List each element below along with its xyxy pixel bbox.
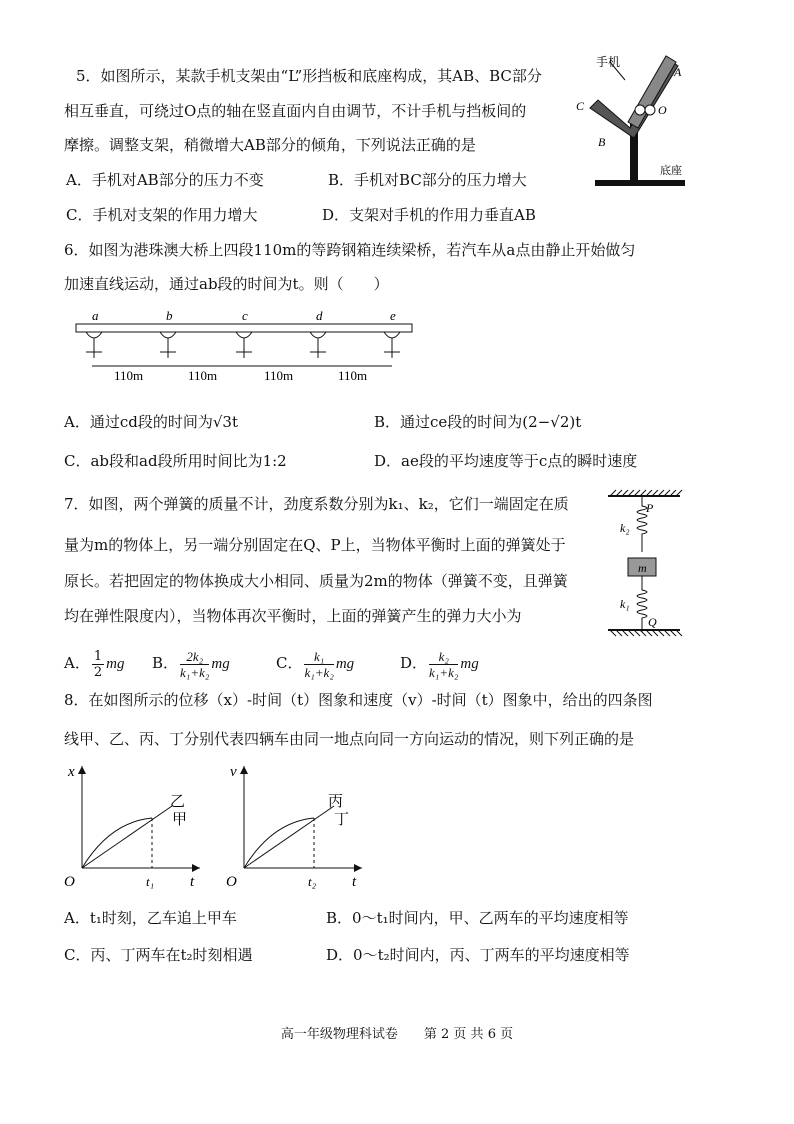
- point-c: c: [242, 308, 248, 323]
- q5-option-a: A．手机对AB部分的压力不变: [66, 171, 264, 189]
- q6-option-c: C．ab段和ad段所用时间比为1:2: [64, 452, 287, 470]
- label-m: m: [638, 561, 647, 575]
- t2-label: t₂: [308, 874, 317, 889]
- x-t-graph: [60, 762, 210, 892]
- bridge-figure: [72, 308, 422, 388]
- origin-label: O: [64, 874, 75, 890]
- axis-v-label: v: [230, 764, 237, 780]
- spring-figure: [600, 488, 690, 640]
- fig-label-b: B: [598, 135, 606, 149]
- span-de: 110m: [338, 368, 368, 383]
- fig-label-o: O: [658, 103, 667, 117]
- page-footer: 高一年级物理科试卷 第 2 页 共 6 页: [280, 1027, 514, 1042]
- v-t-graph: [222, 762, 372, 892]
- fig-label-a: A: [674, 65, 682, 79]
- q6-stem-line1: 6．如图为港珠澳大桥上四段110m的等跨钢箱连续梁桥，若汽车从a点由静止开始做匀: [64, 241, 636, 259]
- q8-option-b: B．0～t₁时间内，甲、乙两车的平均速度相等: [326, 909, 629, 927]
- q6-stem-line2: 加速直线运动，通过ab段的时间为t。则（ ）: [64, 275, 389, 293]
- q6-option-b: B．通过ce段的时间为(2−√2)t: [374, 413, 582, 431]
- bridge-pier-1: [160, 332, 176, 358]
- bridge-pier-2: [236, 332, 252, 358]
- span-bc: 110m: [188, 368, 218, 383]
- t1-label: t₁: [146, 874, 155, 889]
- curve-ding-label: 丁: [334, 812, 350, 828]
- label-q: Q: [648, 615, 657, 629]
- bridge-pier-0: [86, 332, 102, 358]
- q5-stem-line2: 相互垂直，可绕过O点的轴在竖直面内自由调节，不计手机与挡板间的: [64, 102, 527, 120]
- point-b: b: [166, 308, 173, 323]
- q7-option-d: D． $\frac{\text{k₂}}{\text{k₁+k₂}}$ mg: [400, 648, 479, 680]
- q7-option-c: C． $\frac{\text{k₁}}{\text{k₁+k₂}}$ mg: [276, 648, 355, 680]
- curve-yi-label: 乙: [170, 794, 186, 810]
- q7-stem-line1: 7．如图，两个弹簧的质量不计，劲度系数分别为k₁、k₂，它们一端固定在质: [64, 495, 569, 513]
- q7-option-b: B． $\frac{\text{2k₂}}{\text{k₁+k₂}}$ mg: [152, 648, 230, 680]
- fig-label-base: 底座: [660, 165, 682, 177]
- q5-option-d: D．支架对手机的作用力垂直AB: [322, 206, 536, 224]
- q8-stem-line1: 8．在如图所示的位移（x）-时间（t）图象和速度（v）-时间（t）图象中，给出的四条图: [64, 691, 653, 709]
- curve-bing-label: 丙: [328, 794, 344, 810]
- q7-stem-line3: 原长。若把固定的物体换成大小相同、质量为2m的物体（弹簧不变，且弹簧: [64, 572, 568, 590]
- q5-option-b: B．手机对BC部分的压力增大: [328, 171, 527, 189]
- axis-t-label: t: [190, 874, 195, 890]
- q8-option-a: A．t₁时刻，乙车追上甲车: [64, 909, 237, 927]
- curve-jia-label: 甲: [172, 812, 188, 828]
- q8-option-c: C．丙、丁两车在t₂时刻相遇: [64, 946, 253, 964]
- fig-label-phone: 手机: [596, 55, 621, 69]
- axis-x-label: x: [68, 764, 75, 780]
- fig-label-c: C: [576, 99, 585, 113]
- point-a: a: [92, 308, 99, 323]
- origin2-label: O: [226, 874, 237, 890]
- q6-option-d: D．ae段的平均速度等于c点的瞬时速度: [374, 452, 638, 470]
- point-e: e: [390, 308, 396, 323]
- q5-option-c: C．手机对支架的作用力增大: [66, 206, 258, 224]
- bridge-pier-3: [310, 332, 326, 358]
- span-ab: 110m: [114, 368, 144, 383]
- bridge-pier-4: [384, 332, 400, 358]
- label-k1: k₁: [620, 597, 630, 611]
- q8-stem-line2: 线甲、乙、丙、丁分别代表四辆车由同一地点向同一方向运动的情况，则下列正确的是: [64, 730, 635, 748]
- q7-option-a: A． $\frac{1}{2}$ mg: [64, 648, 125, 680]
- phone-stand-figure: [570, 40, 690, 192]
- point-d: d: [316, 308, 323, 323]
- q5-stem-line3: 摩擦。调整支架，稍微增大AB部分的倾角，下列说法正确的是: [64, 136, 476, 154]
- q8-option-d: D．0～t₂时间内，丙、丁两车的平均速度相等: [326, 946, 630, 964]
- axis-t2-label: t: [352, 874, 357, 890]
- label-p: P: [646, 501, 654, 515]
- span-cd: 110m: [264, 368, 294, 383]
- label-k2: k₂: [620, 521, 630, 535]
- q5-stem-line1: 5．如图所示，某款手机支架由“L”形挡板和底座构成，其AB、BC部分: [76, 67, 542, 85]
- q7-stem-line2: 量为m的物体上，另一端分别固定在Q、P上，当物体平衡时上面的弹簧处于: [64, 536, 566, 554]
- q6-option-a: A．通过cd段的时间为√3t: [64, 413, 238, 431]
- q7-stem-line4: 均在弹性限度内），当物体再次平衡时，上面的弹簧产生的弹力大小为: [64, 607, 522, 625]
